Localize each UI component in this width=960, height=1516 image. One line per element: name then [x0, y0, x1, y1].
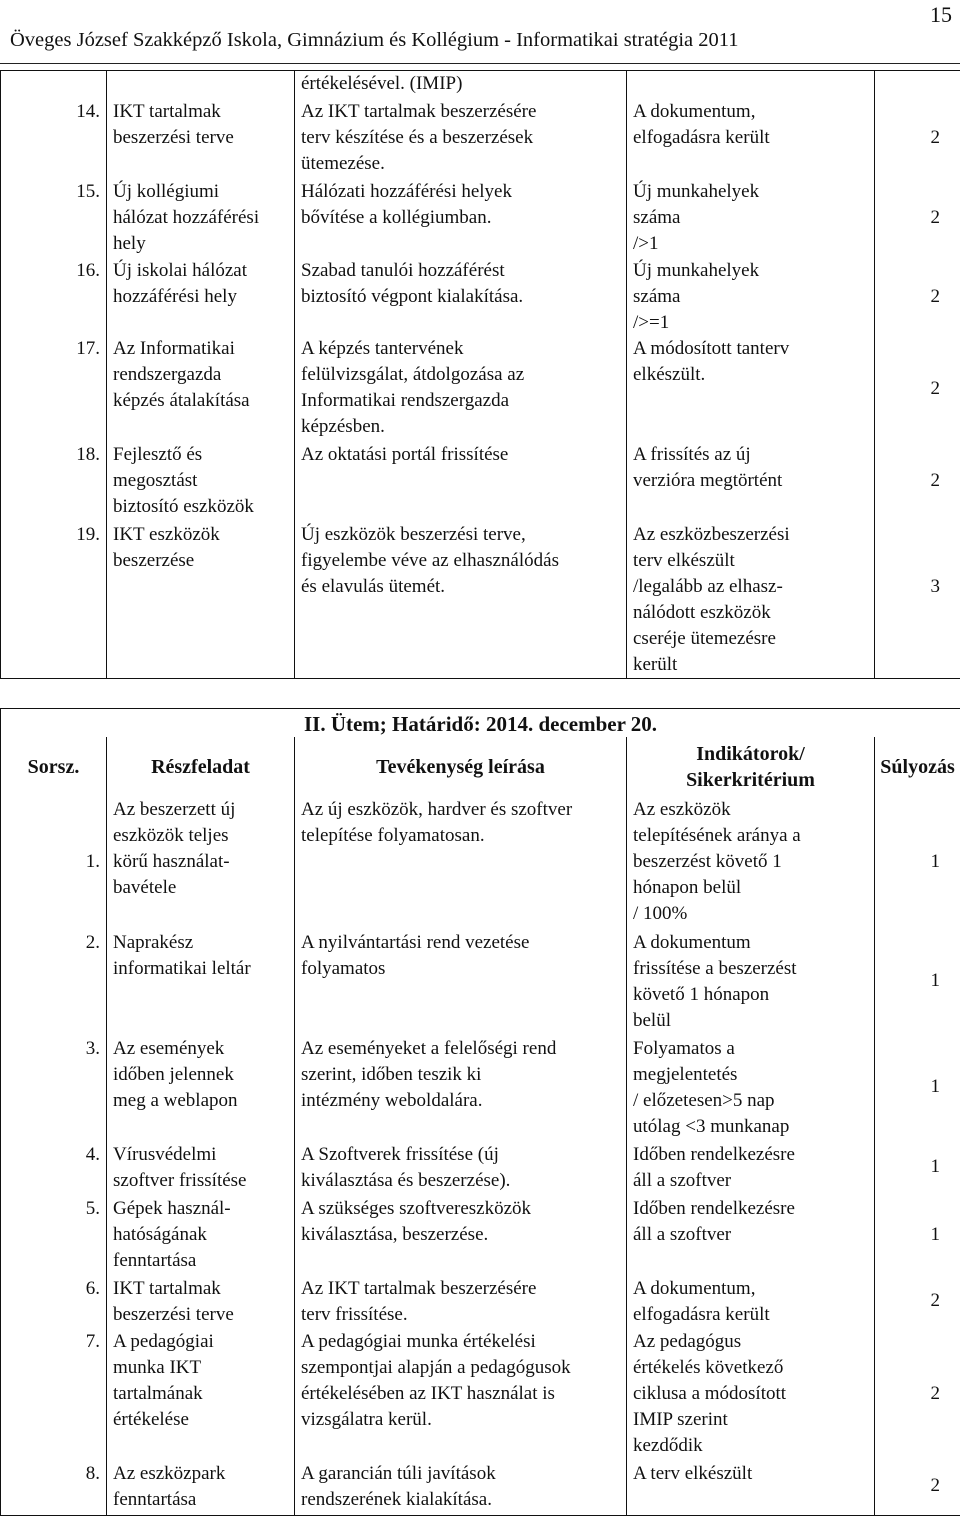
- table-row: [1, 1036, 960, 1142]
- weight-cell: 2: [875, 1276, 960, 1329]
- task-cell: Az beszerzett új eszközök teljes körű használat- bavétele: [107, 797, 295, 930]
- row-number: 1.: [1, 797, 107, 930]
- table-header-row: [1, 737, 960, 797]
- row-number: 8.: [1, 1461, 107, 1515]
- table-row: [1, 71, 960, 99]
- weight-cell: 1: [875, 1036, 960, 1142]
- table-row: [1, 1329, 960, 1461]
- table-row: [1, 797, 960, 930]
- weight-cell: 2: [875, 442, 960, 522]
- weight-cell: 2: [875, 99, 960, 179]
- indicator-cell: A dokumentum, elfogadásra került: [627, 99, 875, 179]
- activity-cell: Új eszközök beszerzési terve, figyelembe véve az elhasználódás és elavulás ütemét.: [295, 522, 627, 679]
- column-header-task: Részfeladat: [107, 737, 295, 797]
- task-cell: Új kollégiumi hálózat hozzáférési hely: [107, 179, 295, 258]
- task-cell: Az eszközpark fenntartása: [107, 1461, 295, 1515]
- activity-cell: A pedagógiai munka értékelési szempontjai alapján a pedagógusok értékelésében az IKT használat is vizsgálatra kerül.: [295, 1329, 627, 1461]
- activity-cell: A képzés tantervének felülvizsgálat, átdolgozása az Informatikai rendszergazda képzésben.: [295, 336, 627, 442]
- row-number: 18.: [1, 442, 107, 522]
- task-cell: Gépek használ- hatóságának fenntartása: [107, 1196, 295, 1276]
- row-number: 4.: [1, 1142, 107, 1196]
- header-rule: [0, 63, 960, 64]
- row-number: 17.: [1, 336, 107, 442]
- row-number: 2.: [1, 930, 107, 1036]
- activity-cell: A nyilvántartási rend vezetése folyamatos: [295, 930, 627, 1036]
- task-cell: Az események időben jelennek meg a weblapon: [107, 1036, 295, 1142]
- activity-cell: Az új eszközök, hardver és szoftver telepítése folyamatosan.: [295, 797, 627, 930]
- activity-cell: Az oktatási portál frissítése: [295, 442, 627, 522]
- phase1-continuation-table: [0, 70, 960, 679]
- activity-cell: Az IKT tartalmak beszerzésére terv frissítése.: [295, 1276, 627, 1329]
- task-cell: IKT tartalmak beszerzési terve: [107, 1276, 295, 1329]
- table-row: [1, 179, 960, 258]
- column-header-activity: Tevékenység leírása: [295, 737, 627, 797]
- table-row: [1, 1276, 960, 1329]
- task-cell: Új iskolai hálózat hozzáférési hely: [107, 258, 295, 336]
- table-row: [1, 442, 960, 522]
- activity-cell: A garancián túli javítások rendszerének kialakítása.: [295, 1461, 627, 1515]
- task-cell: Fejlesztő és megosztást biztosító eszközök: [107, 442, 295, 522]
- task-cell: IKT eszközök beszerzése: [107, 522, 295, 679]
- column-header-weight: Súlyozás: [875, 737, 960, 797]
- weight-cell: 2: [875, 1329, 960, 1461]
- page-number: 15: [930, 2, 952, 28]
- weight-cell: 2: [875, 179, 960, 258]
- activity-cell: Az eseményeket a felelőségi rend szerint, időben teszik ki intézmény weboldalára.: [295, 1036, 627, 1142]
- indicator-cell: A dokumentum, elfogadásra került: [627, 1276, 875, 1329]
- indicator-cell: A módosított tanterv elkészült.: [627, 336, 875, 442]
- row-number: 3.: [1, 1036, 107, 1142]
- weight-cell: 2: [875, 1461, 960, 1515]
- weight-cell: 1: [875, 930, 960, 1036]
- column-header-indicator: Indikátorok/ Sikerkritérium: [627, 737, 875, 797]
- indicator-cell: A terv elkészült: [627, 1461, 875, 1515]
- weight-cell: 1: [875, 1196, 960, 1276]
- activity-cell: Hálózati hozzáférési helyek bővítése a kollégiumban.: [295, 179, 627, 258]
- prev-fragment: értékelésével. (IMIP): [295, 71, 627, 99]
- indicator-cell: Az eszközbeszerzési terv elkészült /legalább az elhasz- nálódott eszközök cseréje ütemezésre került: [627, 522, 875, 679]
- indicator-cell: Időben rendelkezésre áll a szoftver: [627, 1196, 875, 1276]
- row-number: 6.: [1, 1276, 107, 1329]
- indicator-cell: Az pedagógus értékelés következő ciklusa a módosított IMIP szerint kezdődik: [627, 1329, 875, 1461]
- row-number: 19.: [1, 522, 107, 679]
- row-number: 14.: [1, 99, 107, 179]
- activity-cell: A szükséges szoftvereszközök kiválasztása, beszerzése.: [295, 1196, 627, 1276]
- table-row: [1, 930, 960, 1036]
- document-header: Öveges József Szakképző Iskola, Gimnázium és Kollégium - Informatikai stratégia 2011: [10, 29, 739, 52]
- task-cell: A pedagógiai munka IKT tartalmának értékelése: [107, 1329, 295, 1461]
- phase2-table: [0, 708, 960, 1516]
- weight-cell: 2: [875, 336, 960, 442]
- weight-cell: 2: [875, 258, 960, 336]
- row-number: 5.: [1, 1196, 107, 1276]
- activity-cell: Szabad tanulói hozzáférést biztosító végpont kialakítása.: [295, 258, 627, 336]
- indicator-cell: Új munkahelyek száma />1: [627, 179, 875, 258]
- row-number: 7.: [1, 1329, 107, 1461]
- task-cell: Az Informatikai rendszergazda képzés átalakítása: [107, 336, 295, 442]
- indicator-cell: Új munkahelyek száma />=1: [627, 258, 875, 336]
- table-row: [1, 1461, 960, 1515]
- task-cell: IKT tartalmak beszerzési terve: [107, 99, 295, 179]
- phase-title-row: [1, 709, 960, 738]
- indicator-cell: A frissítés az új verzióra megtörtént: [627, 442, 875, 522]
- table-row: [1, 1142, 960, 1196]
- indicator-cell: Időben rendelkezésre áll a szoftver: [627, 1142, 875, 1196]
- task-cell: Vírusvédelmi szoftver frissítése: [107, 1142, 295, 1196]
- row-number: 15.: [1, 179, 107, 258]
- table-row: [1, 1196, 960, 1276]
- table-row: [1, 336, 960, 442]
- indicator-cell: A dokumentum frissítése a beszerzést követő 1 hónapon belül: [627, 930, 875, 1036]
- phase-title: II. Ütem; Határidő: 2014. december 20.: [1, 709, 960, 738]
- table-row: [1, 522, 960, 679]
- task-cell: Naprakész informatikai leltár: [107, 930, 295, 1036]
- weight-cell: 3: [875, 522, 960, 679]
- weight-cell: 1: [875, 797, 960, 930]
- indicator-cell: Folyamatos a megjelentetés / előzetesen>5 nap utólag <3 munkanap: [627, 1036, 875, 1142]
- table-row: [1, 258, 960, 336]
- activity-cell: Az IKT tartalmak beszerzésére terv készítése és a beszerzések ütemezése.: [295, 99, 627, 179]
- row-number: 16.: [1, 258, 107, 336]
- indicator-cell: Az eszközök telepítésének aránya a beszerzést követő 1 hónapon belül / 100%: [627, 797, 875, 930]
- activity-cell: A Szoftverek frissítése (új kiválasztása és beszerzése).: [295, 1142, 627, 1196]
- table-row: [1, 99, 960, 179]
- weight-cell: 1: [875, 1142, 960, 1196]
- column-header-no: Sorsz.: [1, 737, 107, 797]
